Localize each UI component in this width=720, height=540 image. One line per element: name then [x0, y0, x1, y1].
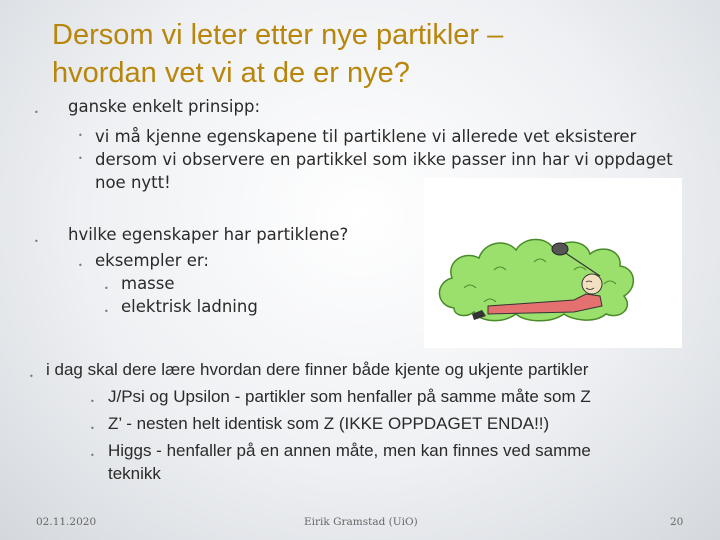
bullet-icon: •	[29, 372, 34, 381]
section1-item: vi må kjenne egenskapene til partiklene vi allerede vet eksisterer	[95, 127, 637, 146]
bullet-icon: •	[104, 307, 109, 316]
bullet-icon: •	[90, 424, 95, 433]
section3-heading: i dag skal dere lære hvordan dere finner både kjente og ukjente partikler	[46, 360, 589, 379]
section3-item: Higgs - henfaller på en annen måte, men kan finnes ved samme	[108, 441, 591, 460]
section1-heading: ganske enkelt prinsipp:	[68, 97, 261, 116]
section3-item: Z’ - nesten helt identisk som Z (IKKE OPPDAGET ENDA!!)	[108, 414, 550, 433]
section3-item: J/Psi og Upsilon - partikler som henfaller på samme måte som Z	[108, 387, 591, 406]
bullet-icon: •	[90, 451, 95, 460]
section2-heading: hvilke egenskaper har partiklene?	[68, 225, 349, 244]
bullet-icon: •	[90, 397, 95, 406]
footer-author: Eirik Gramstad (UiO)	[304, 516, 418, 528]
section3-item-continued: teknikk	[108, 464, 161, 483]
bullet-icon: •	[78, 131, 83, 140]
section2-item: masse	[121, 274, 175, 293]
bullet-icon: •	[78, 154, 83, 163]
section1-item-continued: noe nytt!	[95, 173, 171, 192]
title-line-2: hvordan vet vi at de er nye?	[52, 57, 410, 89]
bush-with-resting-figure-icon	[424, 178, 682, 348]
bullet-icon: •	[78, 261, 83, 270]
section2-sub: eksempler er:	[95, 251, 209, 270]
section1-item: dersom vi observere en partikkel som ikke passer inn har vi oppdaget	[95, 150, 673, 169]
bullet-icon: •	[34, 237, 39, 246]
section2-item: elektrisk ladning	[121, 297, 258, 316]
footer-page-number: 20	[670, 516, 684, 528]
footer-date: 02.11.2020	[36, 516, 97, 528]
cartoon-illustration	[424, 178, 682, 348]
bullet-icon: •	[34, 108, 39, 117]
bullet-icon: •	[104, 284, 109, 293]
title-line-1: Dersom vi leter etter nye partikler –	[52, 19, 504, 51]
slide-title	[52, 16, 672, 92]
